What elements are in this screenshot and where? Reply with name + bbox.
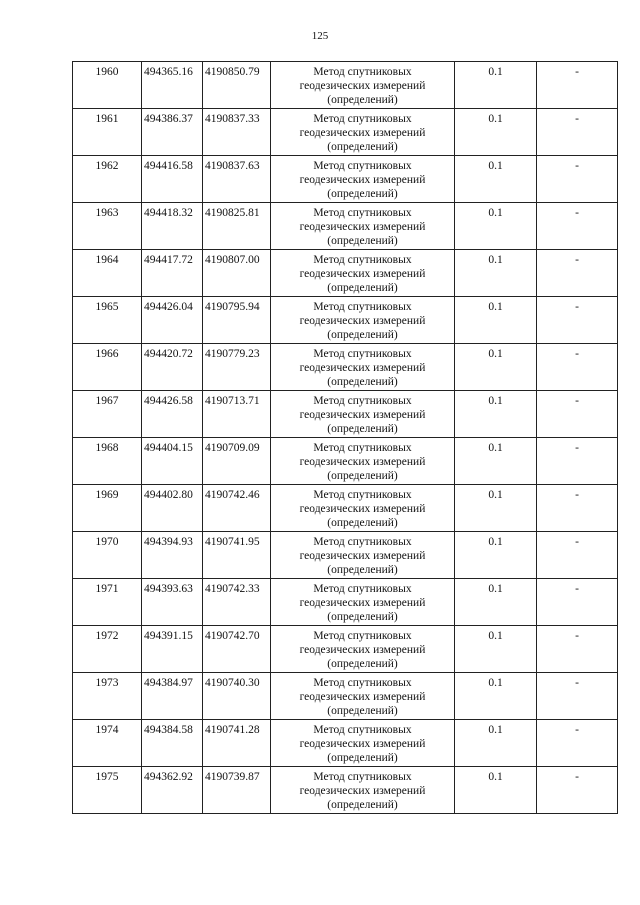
method-text-line: (определений) [327, 329, 398, 341]
accuracy-cell: 0.1 [455, 391, 537, 438]
accuracy-cell: 0.1 [455, 626, 537, 673]
note-cell: - [537, 485, 618, 532]
x-coordinate-cell: 494393.63 [142, 579, 203, 626]
x-coordinate-cell: 494420.72 [142, 344, 203, 391]
method-text-line: геодезических измерений [299, 738, 426, 750]
accuracy-cell: 0.1 [455, 720, 537, 767]
table-body [73, 62, 618, 814]
x-coordinate-cell: 494426.58 [142, 391, 203, 438]
method-text-line: геодезических измерений [299, 597, 426, 609]
method-text-line: геодезических измерений [299, 456, 426, 468]
accuracy-cell: 0.1 [455, 250, 537, 297]
method-cell [271, 767, 455, 814]
point-number-cell: 1967 [73, 391, 142, 438]
point-number-cell: 1970 [73, 532, 142, 579]
note-cell: - [537, 579, 618, 626]
method-text-line: геодезических измерений [299, 80, 426, 92]
method-text-line: геодезических измерений [299, 362, 426, 374]
x-coordinate-cell: 494384.97 [142, 673, 203, 720]
note-cell: - [537, 62, 618, 109]
method-text-line: Метод спутниковых [313, 395, 412, 407]
method-text-line: Метод спутниковых [313, 442, 412, 454]
point-number-cell: 1968 [73, 438, 142, 485]
method-text-line: Метод спутниковых [313, 207, 412, 219]
method-text-line: (определений) [327, 752, 398, 764]
x-coordinate-cell: 494365.16 [142, 62, 203, 109]
method-text-line: Метод спутниковых [313, 301, 412, 313]
note-cell: - [537, 673, 618, 720]
x-coordinate-cell: 494416.58 [142, 156, 203, 203]
point-number-cell: 1974 [73, 720, 142, 767]
method-cell [271, 673, 455, 720]
method-cell [271, 532, 455, 579]
y-coordinate-cell: 4190837.63 [203, 156, 271, 203]
method-text-line: геодезических измерений [299, 127, 426, 139]
method-text-line: (определений) [327, 423, 398, 435]
method-text-line: (определений) [327, 564, 398, 576]
point-number-cell: 1961 [73, 109, 142, 156]
note-cell: - [537, 438, 618, 485]
table-row [73, 62, 618, 109]
method-text-line: Метод спутниковых [313, 630, 412, 642]
table-row [73, 156, 618, 203]
table-row [73, 532, 618, 579]
point-number-cell: 1963 [73, 203, 142, 250]
method-text-line: (определений) [327, 470, 398, 482]
x-coordinate-cell: 494394.93 [142, 532, 203, 579]
method-cell [271, 297, 455, 344]
accuracy-cell: 0.1 [455, 532, 537, 579]
x-coordinate-cell: 494386.37 [142, 109, 203, 156]
method-text-line: (определений) [327, 705, 398, 717]
y-coordinate-cell: 4190713.71 [203, 391, 271, 438]
method-text-line: Метод спутниковых [313, 771, 412, 783]
accuracy-cell: 0.1 [455, 203, 537, 250]
method-text-line: геодезических измерений [299, 550, 426, 562]
y-coordinate-cell: 4190807.00 [203, 250, 271, 297]
accuracy-cell: 0.1 [455, 767, 537, 814]
method-text-line: Метод спутниковых [313, 254, 412, 266]
method-text-line: геодезических измерений [299, 268, 426, 280]
point-number-cell: 1960 [73, 62, 142, 109]
method-text-line: Метод спутниковых [313, 583, 412, 595]
method-text-line: геодезических измерений [299, 409, 426, 421]
y-coordinate-cell: 4190739.87 [203, 767, 271, 814]
method-text-line: Метод спутниковых [313, 677, 412, 689]
x-coordinate-cell: 494362.92 [142, 767, 203, 814]
method-text-line: (определений) [327, 141, 398, 153]
coordinates-table [72, 61, 618, 814]
method-text-line: геодезических измерений [299, 174, 426, 186]
x-coordinate-cell: 494426.04 [142, 297, 203, 344]
note-cell: - [537, 391, 618, 438]
method-text-line: Метод спутниковых [313, 66, 412, 78]
method-text-line: (определений) [327, 376, 398, 388]
accuracy-cell: 0.1 [455, 579, 537, 626]
x-coordinate-cell: 494418.32 [142, 203, 203, 250]
method-text-line: геодезических измерений [299, 785, 426, 797]
point-number-cell: 1972 [73, 626, 142, 673]
method-text-line: (определений) [327, 517, 398, 529]
x-coordinate-cell: 494384.58 [142, 720, 203, 767]
table-row [73, 297, 618, 344]
method-cell [271, 109, 455, 156]
table-row [73, 579, 618, 626]
method-cell [271, 156, 455, 203]
point-number-cell: 1969 [73, 485, 142, 532]
note-cell: - [537, 626, 618, 673]
y-coordinate-cell: 4190742.70 [203, 626, 271, 673]
method-text-line: Метод спутниковых [313, 160, 412, 172]
point-number-cell: 1966 [73, 344, 142, 391]
y-coordinate-cell: 4190795.94 [203, 297, 271, 344]
method-text-line: Метод спутниковых [313, 489, 412, 501]
method-text-line: геодезических измерений [299, 691, 426, 703]
table-row [73, 391, 618, 438]
method-cell [271, 720, 455, 767]
point-number-cell: 1973 [73, 673, 142, 720]
table-row [73, 109, 618, 156]
note-cell: - [537, 767, 618, 814]
note-cell: - [537, 720, 618, 767]
accuracy-cell: 0.1 [455, 156, 537, 203]
accuracy-cell: 0.1 [455, 297, 537, 344]
x-coordinate-cell: 494404.15 [142, 438, 203, 485]
method-cell [271, 579, 455, 626]
method-text-line: (определений) [327, 658, 398, 670]
accuracy-cell: 0.1 [455, 485, 537, 532]
method-text-line: геодезических измерений [299, 644, 426, 656]
accuracy-cell: 0.1 [455, 109, 537, 156]
method-text-line: геодезических измерений [299, 315, 426, 327]
x-coordinate-cell: 494417.72 [142, 250, 203, 297]
y-coordinate-cell: 4190825.81 [203, 203, 271, 250]
y-coordinate-cell: 4190709.09 [203, 438, 271, 485]
y-coordinate-cell: 4190740.30 [203, 673, 271, 720]
method-text-line: Метод спутниковых [313, 724, 412, 736]
note-cell: - [537, 532, 618, 579]
method-cell [271, 62, 455, 109]
method-text-line: (определений) [327, 188, 398, 200]
note-cell: - [537, 344, 618, 391]
method-cell [271, 485, 455, 532]
method-text-line: Метод спутниковых [313, 113, 412, 125]
table-row [73, 626, 618, 673]
method-cell [271, 391, 455, 438]
note-cell: - [537, 297, 618, 344]
method-cell [271, 250, 455, 297]
method-text-line: Метод спутниковых [313, 536, 412, 548]
method-cell [271, 344, 455, 391]
y-coordinate-cell: 4190837.33 [203, 109, 271, 156]
point-number-cell: 1975 [73, 767, 142, 814]
method-text-line: (определений) [327, 94, 398, 106]
method-text-line: Метод спутниковых [313, 348, 412, 360]
y-coordinate-cell: 4190741.95 [203, 532, 271, 579]
y-coordinate-cell: 4190741.28 [203, 720, 271, 767]
y-coordinate-cell: 4190742.33 [203, 579, 271, 626]
note-cell: - [537, 203, 618, 250]
method-text-line: (определений) [327, 611, 398, 623]
table-row [73, 250, 618, 297]
point-number-cell: 1971 [73, 579, 142, 626]
table-row [73, 203, 618, 250]
table-row [73, 485, 618, 532]
table-row [73, 720, 618, 767]
accuracy-cell: 0.1 [455, 62, 537, 109]
table-row [73, 438, 618, 485]
note-cell: - [537, 250, 618, 297]
accuracy-cell: 0.1 [455, 438, 537, 485]
method-text-line: (определений) [327, 799, 398, 811]
point-number-cell: 1962 [73, 156, 142, 203]
method-text-line: геодезических измерений [299, 503, 426, 515]
method-cell [271, 203, 455, 250]
method-cell [271, 626, 455, 673]
table-row [73, 344, 618, 391]
point-number-cell: 1964 [73, 250, 142, 297]
y-coordinate-cell: 4190742.46 [203, 485, 271, 532]
method-text-line: (определений) [327, 282, 398, 294]
x-coordinate-cell: 494402.80 [142, 485, 203, 532]
method-text-line: (определений) [327, 235, 398, 247]
accuracy-cell: 0.1 [455, 673, 537, 720]
note-cell: - [537, 109, 618, 156]
note-cell: - [537, 156, 618, 203]
point-number-cell: 1965 [73, 297, 142, 344]
method-cell [271, 438, 455, 485]
accuracy-cell: 0.1 [455, 344, 537, 391]
page-number: 125 [311, 30, 329, 42]
table-row [73, 673, 618, 720]
y-coordinate-cell: 4190850.79 [203, 62, 271, 109]
method-text-line: геодезических измерений [299, 221, 426, 233]
y-coordinate-cell: 4190779.23 [203, 344, 271, 391]
table-row [73, 767, 618, 814]
x-coordinate-cell: 494391.15 [142, 626, 203, 673]
